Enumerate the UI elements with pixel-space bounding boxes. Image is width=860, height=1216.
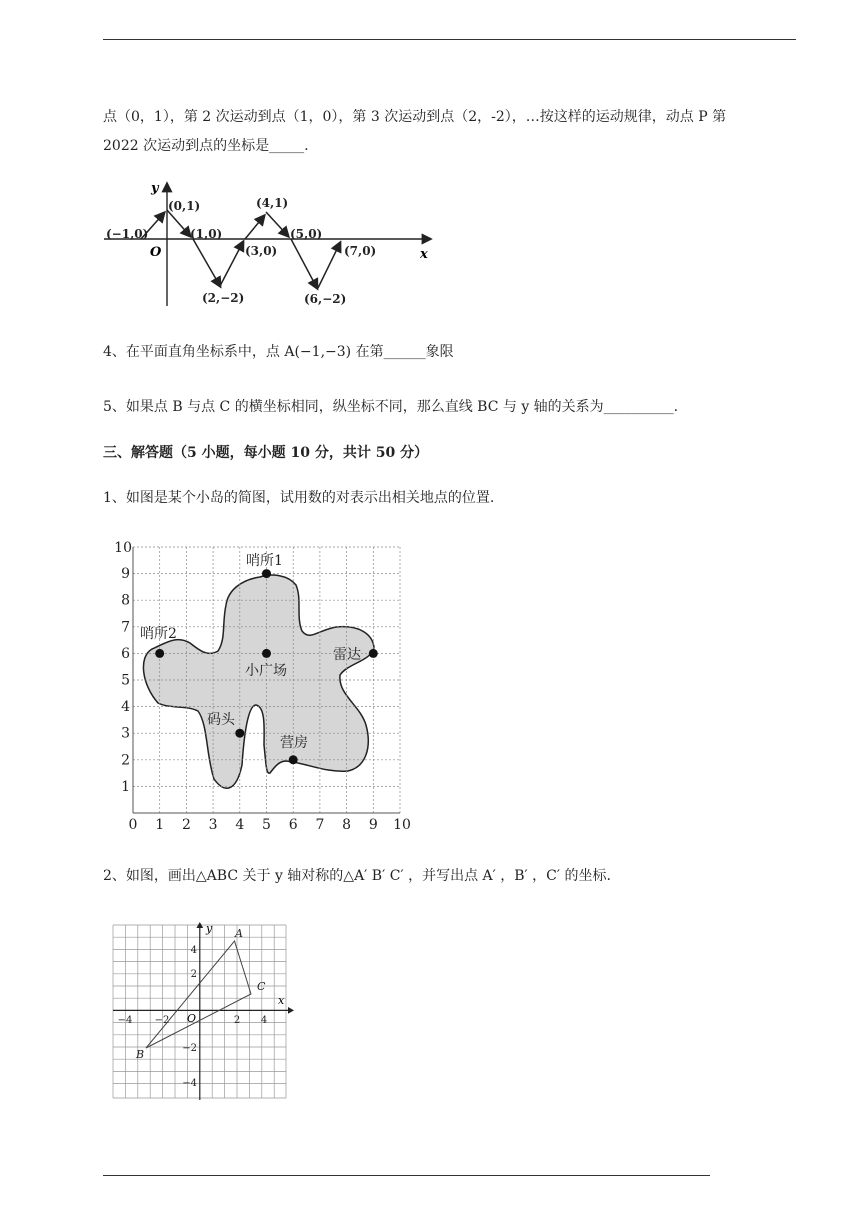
segment: [245, 216, 264, 239]
place-label: 营房: [280, 735, 308, 751]
y-tick: 6: [121, 645, 130, 662]
point-label: (6,−2): [304, 292, 347, 306]
segment: [266, 212, 288, 236]
tri-x-label: x: [278, 994, 285, 1007]
place-dot: [155, 649, 164, 658]
island-shape: [143, 575, 374, 788]
vertex-label: A: [235, 927, 243, 940]
place-label: 哨所2: [140, 626, 177, 642]
tri-y-label: y: [206, 922, 213, 935]
x-tick: 3: [208, 817, 218, 833]
x-tick: 4: [235, 817, 245, 833]
y-axis-label: y: [151, 181, 159, 196]
y-tick: 2: [121, 752, 130, 769]
point-label: (3,0): [245, 244, 278, 258]
footer-rule: [103, 1175, 710, 1176]
x-tick: 6: [288, 817, 298, 833]
tri-x-tick: −4: [117, 1015, 133, 1026]
question-3-line-1: 点（0，1），第 2 次运动到点（1，0），第 3 次运动到点（2，-2），…按这样的运动规律，动点 P 第: [103, 109, 727, 125]
point-label: (0,1): [168, 199, 201, 213]
x-tick: 7: [315, 817, 325, 833]
tri-x-tick: 2: [233, 1015, 241, 1026]
place-dot: [235, 729, 244, 738]
triangle-abc: [146, 941, 251, 1048]
tri-x-tick: 4: [260, 1015, 268, 1026]
vertex-label: B: [136, 1048, 145, 1061]
place-label: 小广场: [245, 663, 287, 679]
y-tick: 5: [121, 672, 130, 689]
y-tick: 4: [121, 699, 130, 716]
place-dot: [369, 649, 378, 658]
solve-question-2: 2、如图，画出△ABC 关于 y 轴对称的△A′ B′ C′ ，并写出点 A′ ，B′ ，C′ 的坐标.: [103, 868, 611, 884]
place-dot: [262, 569, 271, 578]
x-tick: 0: [128, 817, 138, 833]
point-label: (4,1): [256, 196, 289, 210]
x-tick: 2: [181, 817, 191, 833]
motion-figure: [100, 176, 445, 311]
place-dot: [289, 755, 298, 764]
point-label: (1,0): [190, 227, 223, 241]
tri-y-tick: 4: [190, 945, 197, 956]
y-tick: 7: [121, 619, 130, 636]
island-map: [110, 535, 420, 835]
segment: [318, 243, 340, 288]
place-dot: [262, 649, 271, 658]
question-4: 4、在平面直角坐标系中，点 A(−1,−3) 在第______象限: [103, 344, 454, 360]
tri-origin: O: [187, 1012, 197, 1025]
x-tick: 5: [262, 817, 271, 833]
tri-x-tick: −2: [154, 1015, 170, 1026]
question-5: 5、如果点 B 与点 C 的横坐标相同，纵坐标不同，那么直线 BC 与 y 轴的关系为__________.: [103, 399, 679, 415]
point-label: (7,0): [344, 244, 377, 258]
x-tick: 10: [393, 817, 411, 833]
segment: [220, 242, 243, 286]
segment: [193, 239, 220, 286]
segment: [167, 210, 190, 236]
y-tick: 8: [121, 592, 130, 609]
solve-question-1: 1、如图是某个小岛的简图，试用数的对表示出相关地点的位置.: [103, 490, 495, 506]
question-3-line-2: 2022 次运动到点的坐标是_____.: [103, 138, 309, 154]
x-tick: 1: [155, 817, 165, 833]
tri-y-tick: −2: [182, 1043, 197, 1054]
place-label: 哨所1: [246, 553, 283, 569]
triangle-figure: [110, 920, 295, 1102]
vertex-label: C: [257, 980, 266, 993]
y-tick: 3: [121, 725, 130, 742]
tri-y-tick: −4: [182, 1078, 197, 1089]
y-tick: 10: [114, 540, 132, 556]
y-tick: 1: [121, 779, 130, 795]
place-label: 码头: [207, 712, 235, 728]
header-rule: [103, 39, 796, 40]
x-axis-label: x: [420, 247, 428, 262]
x-tick: 8: [342, 817, 352, 833]
y-tick: 9: [121, 566, 130, 583]
origin-label: O: [150, 245, 162, 260]
section-3-heading: 三、解答题（5 小题，每小题 10 分，共计 50 分）: [103, 445, 429, 461]
tri-y-tick: 2: [190, 969, 197, 980]
x-tick: 9: [368, 817, 378, 833]
point-label: (5,0): [290, 227, 323, 241]
segment: [291, 239, 317, 288]
point-label: (−1,0): [106, 227, 149, 241]
point-label: (2,−2): [202, 291, 245, 305]
place-label: 雷达: [333, 647, 361, 663]
